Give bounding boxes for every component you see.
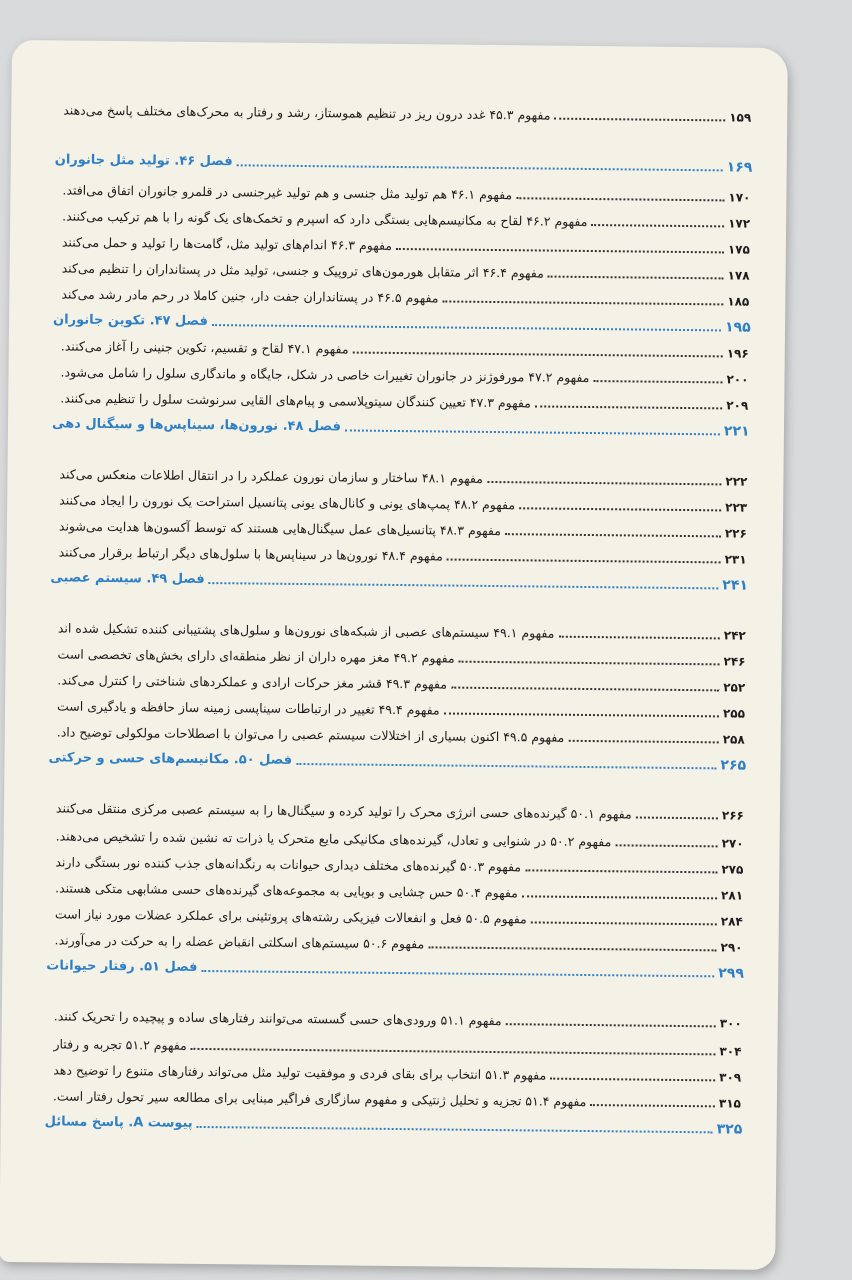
entry-title: مفهوم ۵۱.۳ انتخاب برای بقای فردی و موفقیت تولید مثل می‌تواند رفتارهای متنوع را توضیح دهد xyxy=(53,1062,547,1083)
page-number: ۲۷۵ xyxy=(721,862,744,877)
toc-entry xyxy=(62,182,760,205)
toc-chapter-heading xyxy=(50,570,756,593)
dot-leader xyxy=(636,817,718,820)
toc-entry xyxy=(62,234,760,257)
dot-leader xyxy=(593,380,722,383)
entry-title: مفهوم ۴۶.۴ اثر متقابل هورمون‌های تروپیک و جنسی، تولید مثل در پستانداران را تنظیم می‌کند xyxy=(61,260,544,281)
toc-entry xyxy=(55,932,753,955)
dot-leader xyxy=(345,429,720,435)
toc-entry xyxy=(59,544,757,567)
page-number: ۳۱۵ xyxy=(718,1096,741,1111)
entry-title: مفهوم ۴۹.۱ سیستم‌های عصبی از شبکه‌های نورون‌ها و سلول‌های پشتیبانی کننده تشکیل شده اند xyxy=(57,620,555,641)
page-number: ۳۰۹ xyxy=(719,1070,742,1085)
page-number: ۱۸۵ xyxy=(727,294,750,309)
toc-entry xyxy=(57,724,755,747)
dot-leader xyxy=(519,507,721,511)
entry-title: مفهوم ۴۸.۲ پمپ‌های یونی و کانال‌های یونی پتانسیل استراحت یک نورون را ایجاد می‌کنند xyxy=(59,492,516,513)
page-number: ۲۵۲ xyxy=(723,680,746,695)
entry-title: مفهوم ۴۸.۴ نورون‌ها در سیناپس‌ها با سلول‌های دیگر ارتباط برقرار می‌کنند xyxy=(58,544,443,564)
page-number: ۲۵۸ xyxy=(722,732,745,747)
entry-title: مفهوم ۴۸.۱ ساختار و سازمان نورون عملکرد را در انتقال اطلاعات منعکس می‌کند xyxy=(59,466,484,486)
chapter-title: فصل ۴۸. نورون‌ها، سیناپس‌ها و سیگنال دهی xyxy=(51,416,341,435)
page-number: ۲۲۶ xyxy=(724,526,747,541)
entry-title: مفهوم ۵۰.۶ سیستم‌های اسکلتی انقباض عضله را به حرکت در می‌آورند. xyxy=(54,932,425,952)
entry-title: مفهوم ۴۹.۵ اکنون بسیاری از اختلالات سیستم عصبی را می‌توان با اصطلاحات مولکولی توضیح داد. xyxy=(56,724,565,745)
toc-entry xyxy=(57,672,755,695)
chapter-title: فصل ۴۷. تکوین جانوران xyxy=(53,312,208,330)
entry-title: مفهوم ۵۱.۴ تجزیه و تحلیل ژنتیکی و مفهوم سازگاری فراگیر مبنایی برای مطالعه سیر تحول رفتار است. xyxy=(52,1088,587,1110)
dot-leader xyxy=(591,224,724,227)
toc-entry xyxy=(59,518,757,541)
toc-entry xyxy=(58,620,756,643)
toc-entry xyxy=(53,1036,751,1059)
entry-title: مفهوم ۵۰.۳ گیرنده‌های مختلف دیداری حیوانات به رنگدانه‌های جذب کننده نور بستگی دارند xyxy=(55,854,522,875)
page-number: ۲۸۴ xyxy=(720,914,743,929)
toc-entry xyxy=(57,698,755,721)
chapter-title: فصل ۴۶. تولید مثل جانوران xyxy=(54,152,233,170)
table-of-contents xyxy=(0,40,788,1270)
page-number: ۲۹۹ xyxy=(718,965,745,982)
page-number: ۱۶۹ xyxy=(726,159,753,176)
page-number: ۲۲۳ xyxy=(725,500,748,515)
toc-chapter-heading xyxy=(53,312,759,335)
toc-entry xyxy=(54,1008,752,1031)
toc-entry xyxy=(55,854,753,877)
toc-entry xyxy=(56,828,754,851)
entry-title: مفهوم ۴۹.۳ قشر مغز حرکات ارادی و عملکردهای شناختی را کنترل می‌کند. xyxy=(57,672,448,692)
page-number: ۱۹۵ xyxy=(724,319,751,336)
chapter-title: فصل ۵۰. مکانیسم‌های حسی و حرکتی xyxy=(48,750,293,768)
dot-leader xyxy=(197,1126,713,1133)
page-number: ۳۰۴ xyxy=(719,1044,742,1059)
page-number: ۱۷۰ xyxy=(728,190,751,205)
toc-chapter-heading xyxy=(48,750,754,773)
entry-title: مفهوم ۵۱.۲ تجربه و رفتار xyxy=(53,1036,187,1053)
toc-entry xyxy=(60,364,758,387)
toc-entry xyxy=(59,466,757,489)
toc-chapter-heading xyxy=(52,416,758,439)
entry-title: مفهوم ۴۹.۲ مغز مهره داران از نظر منطقه‌ای دارای بخش‌های تخصصی است xyxy=(57,646,455,666)
book-page xyxy=(0,40,788,1270)
toc-entry xyxy=(58,646,756,669)
chapter-title: پیوست A. پاسخ مسائل xyxy=(44,1114,193,1131)
page-number: ۱۵۹ xyxy=(729,110,752,125)
entry-title: مفهوم ۵۰.۵ فعل و انفعالات فیزیکی رشته‌های پروتئینی برای عملکرد عضلات مورد نیاز است xyxy=(54,906,527,927)
dot-leader xyxy=(209,582,719,589)
dot-leader xyxy=(568,740,718,744)
entry-title: مفهوم ۵۰.۲ در شنوایی و تعادل، گیرنده‌های مکانیکی مایع متحرک یا ذرات ته نشین شده را تشخیص می‌دهند. xyxy=(55,828,612,850)
page-number: ۲۰۰ xyxy=(726,372,749,387)
page-number: ۲۹۰ xyxy=(720,940,743,955)
dot-leader xyxy=(522,895,717,899)
dot-leader xyxy=(550,1078,715,1082)
chapter-title: فصل ۵۱. رفتار حیوانات xyxy=(46,958,198,975)
toc-entry xyxy=(59,492,757,515)
dot-leader xyxy=(191,1048,716,1055)
dot-leader xyxy=(525,869,717,873)
entry-title: مفهوم ۵۰.۴ حس چشایی و بویایی به مجموعه‌های گیرنده‌های حسی مشابهی متکی هستند. xyxy=(55,880,518,901)
toc-entry xyxy=(56,800,754,823)
dot-leader xyxy=(428,946,716,951)
dot-leader xyxy=(442,300,723,305)
dot-leader xyxy=(296,763,716,769)
page-number: ۱۷۵ xyxy=(727,242,750,257)
dot-leader xyxy=(396,248,724,253)
dot-leader xyxy=(531,921,717,925)
entry-title: مفهوم ۴۵.۳ غدد درون ریز در تنظیم هموستاز، رشد و رفتار به محرک‌های مختلف پاسخ می‌دهند xyxy=(63,102,551,123)
page-number: ۲۵۵ xyxy=(722,706,746,721)
dot-leader xyxy=(558,636,719,640)
entry-title: مفهوم ۴۷.۱ لقاح و تقسیم، تکوین جنینی را آغاز می‌کنند. xyxy=(60,338,349,357)
toc-entry xyxy=(60,390,758,413)
dot-leader xyxy=(615,844,717,847)
toc-chapter-heading xyxy=(45,1114,751,1137)
dot-leader xyxy=(487,481,721,485)
page-number: ۲۴۲ xyxy=(723,628,746,643)
page-number: ۱۷۲ xyxy=(728,216,751,231)
page-number: ۳۲۵ xyxy=(716,1121,743,1138)
page-number: ۱۹۶ xyxy=(726,346,749,361)
toc-entry xyxy=(62,208,760,231)
page-number: ۲۶۵ xyxy=(720,757,747,774)
dot-leader xyxy=(201,970,714,977)
toc-entry xyxy=(61,338,759,361)
dot-leader xyxy=(590,1104,715,1107)
page-number: ۲۶۶ xyxy=(721,808,744,823)
page-number: ۲۳۱ xyxy=(724,552,747,567)
entry-title: مفهوم ۴۶.۱ هم تولید مثل جنسی و هم تولید غیرجنسی در قلمرو جانوران اتفاق می‌افتد. xyxy=(62,182,513,203)
page-number: ۲۲۱ xyxy=(723,423,750,440)
toc-entry xyxy=(63,102,761,125)
chapter-title: فصل ۴۹. سیستم عصبی xyxy=(50,570,205,587)
entry-title: مفهوم ۴۷.۳ تعیین کنندگان سیتوپلاسمی و پیام‌های القایی سرنوشت سلول را تنظیم می‌کنند. xyxy=(60,390,531,411)
page-number: ۲۴۶ xyxy=(723,654,746,669)
dot-leader xyxy=(548,276,724,280)
entry-title: مفهوم ۴۸.۳ پتانسیل‌های عمل سیگنال‌هایی هستند که توسط آکسون‌ها هدایت می‌شوند xyxy=(58,518,502,539)
toc-chapter-heading xyxy=(55,152,761,175)
dot-leader xyxy=(451,687,719,692)
dot-leader xyxy=(505,533,721,537)
dot-leader xyxy=(447,559,721,564)
dot-leader xyxy=(444,712,719,717)
page-number: ۲۴۱ xyxy=(722,577,749,594)
page-number: ۲۷۰ xyxy=(721,836,744,851)
entry-title: مفهوم ۴۶.۵ در پستانداران جفت دار، جنین کاملا در رحم مادر رشد می‌کند xyxy=(61,286,439,306)
page-number: ۲۸۱ xyxy=(721,888,744,903)
dot-leader xyxy=(554,118,725,122)
entry-title: مفهوم ۵۰.۱ گیرنده‌های حسی انرژی محرک را تولید کرده و سیگنال‌ها را به سیستم عصبی مرکزی منتقل می‌کنند xyxy=(55,800,632,822)
dot-leader xyxy=(237,164,723,171)
dot-leader xyxy=(353,352,723,358)
entry-title: مفهوم ۴۷.۲ مورفوژنز در جانوران تغییرات خاصی در شکل، جایگاه و ماندگاری سلول را شامل می‌شود. xyxy=(60,364,590,386)
page-number: ۲۲۲ xyxy=(725,474,748,489)
dot-leader xyxy=(535,405,722,409)
dot-leader xyxy=(459,661,720,666)
toc-entry xyxy=(53,1062,751,1085)
entry-title: مفهوم ۵۱.۱ ورودی‌های حسی گسسته می‌توانند رفتارهای ساده و پیچیده را تحریک کنند. xyxy=(53,1008,502,1029)
dot-leader xyxy=(506,1023,716,1027)
entry-title: مفهوم ۴۶.۳ اندام‌های تولید مثل، گامت‌ها را تولید و حمل می‌کنند xyxy=(61,234,393,253)
toc-entry xyxy=(55,906,753,929)
page-number: ۲۰۹ xyxy=(726,398,749,413)
toc-entry xyxy=(55,880,753,903)
toc-entry xyxy=(62,260,760,283)
entry-title: مفهوم ۴۹.۴ تغییر در ارتباطات سیناپسی زمینه ساز حافظه و یادگیری است xyxy=(56,698,440,718)
entry-title: مفهوم ۴۶.۲ لقاح به مکانیسم‌هایی بستگی دارد که اسپرم و تخمک‌های یک گونه را با هم ترکیب می‌کنند. xyxy=(62,208,588,229)
toc-entry xyxy=(53,1088,751,1111)
page-number: ۱۷۸ xyxy=(727,268,750,283)
toc-entry xyxy=(61,286,759,309)
toc-chapter-heading xyxy=(46,958,752,981)
dot-leader xyxy=(516,197,724,201)
dot-leader xyxy=(212,324,721,331)
page-number: ۳۰۰ xyxy=(719,1016,742,1031)
